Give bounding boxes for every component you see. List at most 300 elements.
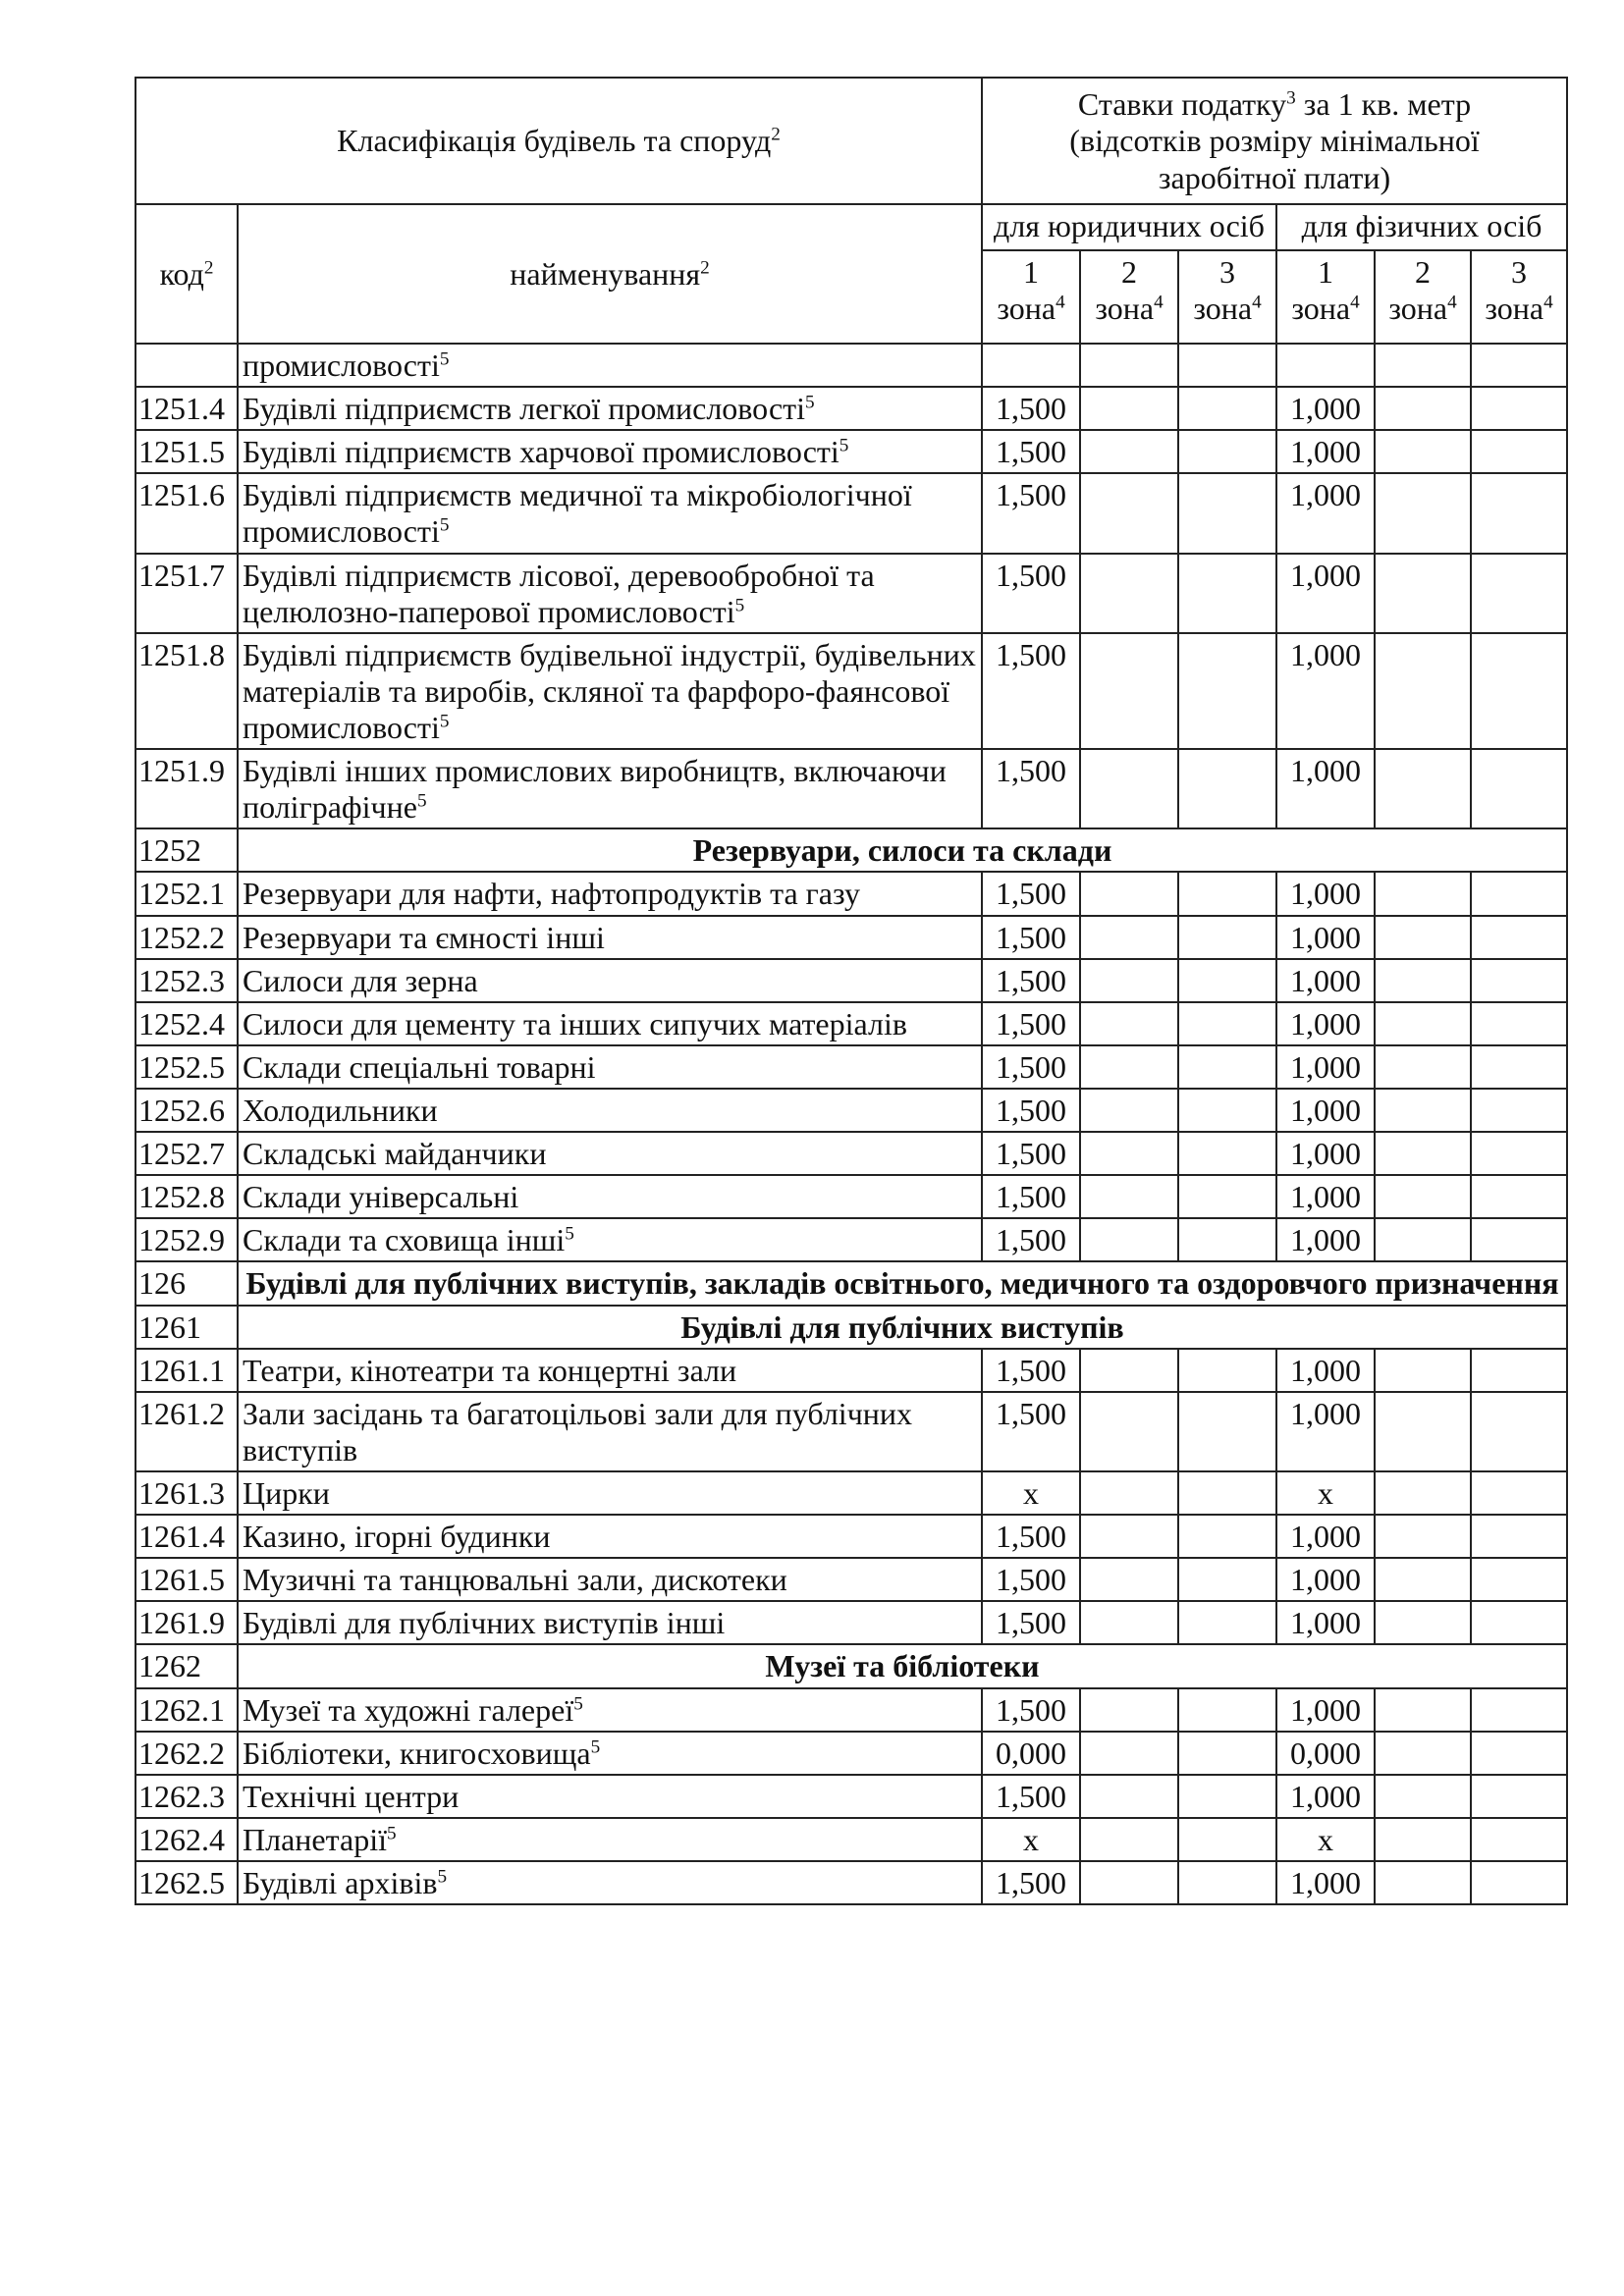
tax-rates-table [135,77,1568,1905]
legal-zone-1-cell: 1,500 [982,1601,1080,1644]
individual-zone-3-cell [1471,749,1567,828]
rates-header-line-1: Ставки податку$^3$ за 1 кв. метр [1077,86,1472,123]
legal-zone-2-cell [1080,1515,1178,1558]
individual-zone-3-cell [1471,1861,1567,1904]
code-cell: 1251.6 [135,473,238,553]
name-cell [238,344,982,387]
legal-zone-1-cell [982,344,1080,387]
individual-zone-3-cell [1471,1688,1567,1732]
legal-zone-2-cell [1080,1601,1178,1644]
legal-zone-3-cell [1178,959,1276,1002]
name-text: Казино, ігорні будинки [243,1519,551,1555]
individual-zone-3-cell [1471,344,1567,387]
legal-zone-2-cell [1080,1392,1178,1471]
footnote-marker: 5 [590,1735,601,1757]
individual-zone-1-cell: 1,000 [1276,1515,1375,1558]
individual-zone-3-cell [1471,1558,1567,1601]
individual-zone-1-cell: 1,000 [1276,473,1375,553]
table-row [135,1349,1567,1392]
section-title-cell: Будівлі для публічних виступів, закладів освітнього, медичного та оздоровчого призначення [238,1261,1567,1305]
name-text: Будівлі підприємств легкої промисловості [243,391,806,427]
legal-zone-1-cell: 1,500 [982,1045,1080,1089]
name-cell [238,1688,982,1732]
name-cell [238,1392,982,1471]
legal-zone-1-header: 1 зона$^4$ [982,250,1080,344]
legal-zone-3-cell [1178,473,1276,553]
name-cell [238,1349,982,1392]
legal-zone-3-header: 3 зона$^4$ [1178,250,1276,344]
legal-zone-2-cell [1080,1045,1178,1089]
legal-zone-3-cell [1178,554,1276,633]
code-cell: 1262.4 [135,1818,238,1861]
name-cell [238,473,982,553]
section-code-cell: 1252 [135,828,238,872]
name-text: Музеї та художні галереї [243,1691,574,1728]
legal-zone-2-cell [1080,1175,1178,1218]
individual-zone-3-cell [1471,1089,1567,1132]
individual-zone-2-cell [1375,633,1471,749]
individual-zone-2-cell [1375,1515,1471,1558]
legal-zone-2-cell [1080,1132,1178,1175]
individual-zone-2-cell [1375,387,1471,430]
name-cell [238,749,982,828]
individual-zone-2-cell [1375,1861,1471,1904]
section-row [135,1261,1567,1305]
table-row [135,872,1567,915]
individual-zone-2-cell [1375,1392,1471,1471]
table-row [135,1392,1567,1471]
name-header: найменування$^2$ [238,204,982,344]
legal-zone-3-cell [1178,872,1276,915]
legal-zone-1-cell: 1,500 [982,1688,1080,1732]
section-title-cell: Резервуари, силоси та склади [238,828,1567,872]
table-row [135,1558,1567,1601]
legal-zone-1-cell: 1,500 [982,473,1080,553]
legal-zone-2-cell [1080,749,1178,828]
individual-zone-2-cell [1375,1002,1471,1045]
legal-zone-1-cell: 1,500 [982,1775,1080,1818]
code-cell: 1252.9 [135,1218,238,1261]
legal-zone-2-cell [1080,1089,1178,1132]
code-cell: 1252.4 [135,1002,238,1045]
legal-zone-3-cell [1178,1732,1276,1775]
table-row [135,1132,1567,1175]
individual-zone-3-cell [1471,916,1567,959]
individual-zone-2-cell [1375,749,1471,828]
individual-zone-3-cell [1471,387,1567,430]
individual-zone-3-cell [1471,473,1567,553]
individual-zone-1-cell: 1,000 [1276,749,1375,828]
individual-zone-1-cell: 1,000 [1276,1132,1375,1175]
name-cell [238,387,982,430]
individual-zone-1-cell: 1,000 [1276,1045,1375,1089]
individual-zone-2-cell [1375,872,1471,915]
individual-zone-3-cell [1471,1818,1567,1861]
individual-zone-2-cell [1375,1089,1471,1132]
name-text: Будівлі архівів [243,1864,438,1900]
individual-zone-2-cell [1375,473,1471,553]
legal-zone-3-cell [1178,1515,1276,1558]
legal-zone-3-cell [1178,1089,1276,1132]
legal-zone-3-cell [1178,1349,1276,1392]
table-row [135,1089,1567,1132]
name-cell [238,1601,982,1644]
individual-zone-2-cell [1375,554,1471,633]
table-row [135,1818,1567,1861]
table-row [135,1775,1567,1818]
legal-zone-1-cell: 1,500 [982,1002,1080,1045]
document-page [135,77,1568,1905]
table-row [135,1471,1567,1515]
name-text: Силоси для зерна [243,962,478,998]
code-cell: 1261.4 [135,1515,238,1558]
name-text: Склади універсальні [243,1179,519,1215]
legal-zone-2-cell [1080,1818,1178,1861]
individual-zone-2-cell [1375,1349,1471,1392]
section-row [135,828,1567,872]
table-row [135,1175,1567,1218]
legal-zone-2-cell [1080,554,1178,633]
individual-zone-1-cell: 1,000 [1276,387,1375,430]
individual-zone-1-cell: 1,000 [1276,633,1375,749]
legal-zone-2-cell [1080,1775,1178,1818]
code-cell: 1262.5 [135,1861,238,1904]
name-text: Будівлі підприємств будівельної індустрії, будівельних матеріалів та виробів, скляної та фарфоро-фаянсової промисловості [243,636,976,745]
individual-zone-2-cell [1375,1601,1471,1644]
legal-zone-3-cell [1178,1002,1276,1045]
table-row [135,1601,1567,1644]
individual-zone-3-cell [1471,1515,1567,1558]
individual-zone-1-cell: 1,000 [1276,1775,1375,1818]
individual-zone-1-cell: 1,000 [1276,1601,1375,1644]
legal-zone-3-cell [1178,430,1276,473]
legal-zone-2-cell [1080,473,1178,553]
name-text: Силоси для цементу та інших сипучих матеріалів [243,1005,907,1041]
legal-zone-3-cell [1178,1175,1276,1218]
name-cell [238,554,982,633]
legal-entities-header: для юридичних осіб [982,204,1276,250]
individual-zone-3-cell [1471,633,1567,749]
table-row [135,1861,1567,1904]
legal-zone-3-cell [1178,1471,1276,1515]
name-text: Цирки [243,1474,330,1511]
name-cell [238,430,982,473]
code-cell: 1262.1 [135,1688,238,1732]
table-row [135,473,1567,553]
individual-zone-3-cell [1471,1132,1567,1175]
code-cell: 1251.4 [135,387,238,430]
legal-zone-3-cell [1178,1601,1276,1644]
legal-zone-3-cell [1178,633,1276,749]
legal-zone-1-cell: 1,500 [982,1861,1080,1904]
table-row [135,344,1567,387]
name-text: Театри, кінотеатри та концертні зали [243,1352,737,1388]
legal-zone-2-cell [1080,633,1178,749]
code-cell: 1251.5 [135,430,238,473]
name-text: Будівлі підприємств лісової, деревообробної та целюлозно-паперової промисловості [243,557,875,629]
individual-zone-3-header: 3 зона$^4$ [1471,250,1567,344]
name-cell [238,1002,982,1045]
table-row [135,959,1567,1002]
legal-zone-2-cell [1080,1218,1178,1261]
name-text: Планетарії [243,1821,387,1857]
footnote-marker: 5 [734,595,745,615]
legal-zone-2-cell [1080,1558,1178,1601]
code-cell: 1252.3 [135,959,238,1002]
individual-zone-3-cell [1471,1002,1567,1045]
individual-zone-2-cell [1375,1732,1471,1775]
code-cell: 1261.5 [135,1558,238,1601]
header-row-1 [135,78,1567,204]
name-cell [238,1732,982,1775]
code-cell: 1252.6 [135,1089,238,1132]
code-header: код$^2$ [135,204,238,344]
table-row [135,387,1567,430]
legal-zone-2-cell [1080,430,1178,473]
name-text: Технічні центри [243,1778,460,1814]
legal-zone-3-cell [1178,1558,1276,1601]
legal-zone-2-cell [1080,1349,1178,1392]
footnote-marker: 5 [439,514,450,536]
footnote-marker: 5 [573,1692,583,1714]
legal-zone-2-cell [1080,916,1178,959]
legal-zone-1-cell: 1,500 [982,387,1080,430]
name-text: Зали засідань та багатоцільові зали для публічних виступів [243,1395,913,1468]
name-text: Складські майданчики [243,1136,547,1172]
legal-zone-2-cell [1080,344,1178,387]
table-row [135,749,1567,828]
individual-zone-3-cell [1471,1392,1567,1471]
legal-zone-1-cell: 1,500 [982,430,1080,473]
tax-rates-header [982,78,1567,204]
name-cell [238,1558,982,1601]
name-cell [238,959,982,1002]
rates-header-line-2: (відсотків розміру мінімальної [1069,123,1480,159]
legal-zone-1-cell: 0,000 [982,1732,1080,1775]
individual-zone-3-cell [1471,1349,1567,1392]
name-text: Музичні та танцювальні зали, дискотеки [243,1562,787,1598]
individual-zone-2-cell [1375,344,1471,387]
legal-zone-2-cell [1080,1002,1178,1045]
individual-zone-1-cell [1276,344,1375,387]
table-row [135,1688,1567,1732]
individual-zone-1-cell: 1,000 [1276,1002,1375,1045]
individual-zone-3-cell [1471,1775,1567,1818]
footnote-marker: 5 [437,1866,448,1888]
name-cell [238,1861,982,1904]
name-cell [238,1218,982,1261]
legal-zone-3-cell [1178,1132,1276,1175]
name-cell [238,1132,982,1175]
legal-zone-3-cell [1178,387,1276,430]
legal-zone-1-cell: 1,500 [982,554,1080,633]
name-text: Резервуари та ємності інші [243,919,605,955]
individual-zone-1-cell: 1,000 [1276,1175,1375,1218]
individual-zone-2-cell [1375,1045,1471,1089]
legal-zone-3-cell [1178,1392,1276,1471]
name-cell [238,1089,982,1132]
footnote-marker: 5 [439,348,450,370]
section-title-cell: Будівлі для публічних виступів [238,1306,1567,1349]
section-row [135,1306,1567,1349]
classification-header: Класифікація будівель та споруд$^2$ [135,78,982,204]
section-code-cell: 1262 [135,1644,238,1687]
table-row [135,1045,1567,1089]
legal-zone-2-cell [1080,387,1178,430]
individual-zone-2-header: 2 зона$^4$ [1375,250,1471,344]
name-text: промисловості [243,347,440,383]
legal-zone-1-cell: 1,500 [982,1089,1080,1132]
legal-zone-3-cell [1178,344,1276,387]
legal-zone-1-cell: 1,500 [982,1558,1080,1601]
code-cell: 1261.9 [135,1601,238,1644]
footnote-marker: 5 [805,392,815,413]
table-body [135,78,1567,1904]
table-row [135,1218,1567,1261]
section-title-cell: Музеї та бібліотеки [238,1644,1567,1687]
legal-zone-3-cell [1178,1218,1276,1261]
name-cell [238,1471,982,1515]
footnote-marker: 5 [386,1823,397,1844]
name-cell [238,1515,982,1558]
legal-zone-1-cell: 1,500 [982,959,1080,1002]
individual-zone-2-cell [1375,1558,1471,1601]
legal-zone-1-cell: 1,500 [982,1218,1080,1261]
individual-zone-1-cell: 1,000 [1276,872,1375,915]
legal-zone-1-cell: х [982,1818,1080,1861]
individual-zone-1-header: 1 зона$^4$ [1276,250,1375,344]
legal-zone-1-cell: 1,500 [982,1392,1080,1471]
individual-zone-3-cell [1471,1601,1567,1644]
individual-zone-3-cell [1471,1732,1567,1775]
legal-zone-1-cell: 1,500 [982,916,1080,959]
legal-zone-2-cell [1080,1732,1178,1775]
legal-zone-1-cell: 1,500 [982,1349,1080,1392]
individuals-header: для фізичних осіб [1276,204,1567,250]
name-text: Будівлі для публічних виступів інші [243,1605,726,1641]
legal-zone-3-cell [1178,1861,1276,1904]
header-row-2 [135,204,1567,250]
legal-zone-2-cell [1080,1471,1178,1515]
individual-zone-3-cell [1471,959,1567,1002]
legal-zone-2-cell [1080,1861,1178,1904]
individual-zone-1-cell: 1,000 [1276,1218,1375,1261]
individual-zone-2-cell [1375,1175,1471,1218]
individual-zone-3-cell [1471,1175,1567,1218]
table-row [135,554,1567,633]
legal-zone-1-cell: 1,500 [982,633,1080,749]
footnote-marker: 5 [565,1223,574,1245]
table-row [135,1732,1567,1775]
individual-zone-2-cell [1375,1132,1471,1175]
name-cell [238,872,982,915]
individual-zone-1-cell: 1,000 [1276,1089,1375,1132]
legal-zone-3-cell [1178,916,1276,959]
legal-zone-2-cell [1080,872,1178,915]
code-cell: 1252.7 [135,1132,238,1175]
individual-zone-2-cell [1375,1471,1471,1515]
code-cell [135,344,238,387]
name-cell [238,916,982,959]
individual-zone-2-cell [1375,1775,1471,1818]
individual-zone-1-cell: 1,000 [1276,1558,1375,1601]
individual-zone-1-cell: х [1276,1471,1375,1515]
code-cell: 1261.2 [135,1392,238,1471]
individual-zone-3-cell [1471,1471,1567,1515]
table-row [135,1515,1567,1558]
table-row [135,916,1567,959]
legal-zone-3-cell [1178,1818,1276,1861]
individual-zone-1-cell: 1,000 [1276,1861,1375,1904]
name-text: Будівлі підприємств харчової промисловості [243,434,839,470]
legal-zone-2-cell [1080,959,1178,1002]
name-text: Будівлі інших промислових виробництв, включаючи поліграфічне [243,753,947,826]
individual-zone-1-cell: 0,000 [1276,1732,1375,1775]
legal-zone-3-cell [1178,1045,1276,1089]
legal-zone-3-cell [1178,1688,1276,1732]
name-cell [238,1775,982,1818]
code-cell: 1251.9 [135,749,238,828]
code-cell: 1251.7 [135,554,238,633]
legal-zone-1-cell: х [982,1471,1080,1515]
legal-zone-1-cell: 1,500 [982,1175,1080,1218]
individual-zone-3-cell [1471,430,1567,473]
legal-zone-3-cell [1178,749,1276,828]
name-text: Склади спеціальні товарні [243,1048,596,1085]
individual-zone-3-cell [1471,1218,1567,1261]
footnote-marker: 5 [439,711,450,732]
code-cell: 1252.5 [135,1045,238,1089]
individual-zone-1-cell: 1,000 [1276,1392,1375,1471]
code-cell: 1261.1 [135,1349,238,1392]
individual-zone-2-cell [1375,1688,1471,1732]
name-text: Резервуари для нафти, нафтопродуктів та газу [243,876,860,912]
legal-zone-1-cell: 1,500 [982,1132,1080,1175]
code-cell: 1252.2 [135,916,238,959]
rates-header-line-3: заробітної плати) [1158,159,1391,195]
legal-zone-1-cell: 1,500 [982,872,1080,915]
name-cell [238,1045,982,1089]
individual-zone-1-cell: 1,000 [1276,959,1375,1002]
code-cell: 1252.8 [135,1175,238,1218]
individual-zone-1-cell: 1,000 [1276,430,1375,473]
table-row [135,1002,1567,1045]
section-code-cell: 126 [135,1261,238,1305]
individual-zone-3-cell [1471,554,1567,633]
name-cell [238,1818,982,1861]
footnote-marker: 5 [416,790,427,812]
name-text: Будівлі підприємств медичної та мікробіологічної промисловості [243,477,912,550]
individual-zone-1-cell: 1,000 [1276,1349,1375,1392]
individual-zone-3-cell [1471,1045,1567,1089]
name-text: Склади та сховища інші [243,1222,566,1258]
table-row [135,430,1567,473]
individual-zone-1-cell: 1,000 [1276,916,1375,959]
code-cell: 1252.1 [135,872,238,915]
individual-zone-2-cell [1375,916,1471,959]
legal-zone-1-cell: 1,500 [982,749,1080,828]
name-cell [238,633,982,749]
name-text: Холодильники [243,1092,438,1128]
individual-zone-3-cell [1471,872,1567,915]
individual-zone-1-cell: 1,000 [1276,1688,1375,1732]
code-cell: 1251.8 [135,633,238,749]
individual-zone-1-cell: х [1276,1818,1375,1861]
individual-zone-1-cell: 1,000 [1276,554,1375,633]
section-code-cell: 1261 [135,1306,238,1349]
individual-zone-2-cell [1375,1818,1471,1861]
table-row [135,633,1567,749]
